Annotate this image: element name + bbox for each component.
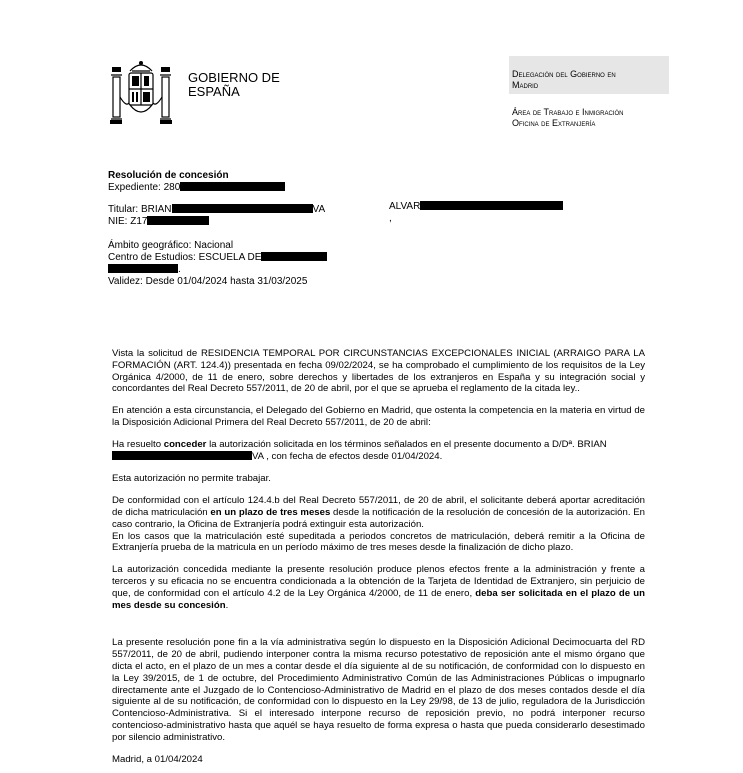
centro-tail: . (178, 264, 181, 275)
paragraph-resolution (112, 439, 645, 463)
redaction (172, 204, 313, 213)
titular-line (108, 204, 368, 216)
delegation-line2: Madrid (512, 80, 539, 90)
ambito-line: Ámbito geográfico: Nacional (108, 240, 234, 251)
enrollment-deadline: en un plazo de tres meses (210, 506, 331, 518)
gov-name (188, 71, 280, 99)
area-line1: Área de Trabajo e Inmigración (512, 107, 624, 117)
gov-name-line1: GOBIERNO DE (188, 70, 280, 85)
redaction (112, 451, 252, 460)
nie-line (108, 216, 368, 228)
expediente-line (108, 182, 368, 194)
resolution-meta (108, 170, 368, 288)
redaction (108, 264, 178, 273)
titular-suffix: VA (312, 204, 326, 215)
resolution-text-c: la autorización solicitada en los términos señalados en el presente documento a D/Dª. BRIAN (206, 438, 607, 450)
effects-text-c: . (225, 599, 229, 611)
date-line: Madrid, a 01/04/2024 (112, 753, 203, 765)
coat-of-arms-icon (108, 57, 174, 127)
centro-label: Centro de Estudios: ESCUELA DE (108, 252, 262, 263)
resolution-verb: conceder (163, 438, 207, 450)
centro-line2 (108, 264, 368, 276)
enrollment-text-c: desde la notificación de la resolución de concesión de la autorización. En caso contrario, la Oficina de Extranjería podrá extinguir esta autorización. (112, 506, 645, 530)
area-office (512, 107, 624, 129)
effects-text-a: La autorización concedida mediante la presente resolución produce plenos efectos frente a la administración y frente a terceros y su eficacia no se encuentra condicionada a la obtención de la Tarjeta de Identidad de Extranjero, sin perjuicio de que, de conformidad con el artículo 4.2 de la Ley Orgánica 4/2000, de 11 de enero, (112, 564, 645, 599)
paragraph-enrollment (112, 495, 645, 554)
address-block (389, 201, 563, 225)
validez-line: Validez: Desde 01/04/2024 hasta 31/03/2025 (108, 276, 308, 287)
gov-name-line2: ESPAÑA (188, 84, 240, 99)
effects-deadline: deba ser solicitada en el plazo de un mes desde su concesión (112, 587, 645, 611)
titular-prefix: Titular: BRIAN (108, 204, 172, 215)
paragraph-no-work: Esta autorización no permite trabajar. (112, 473, 271, 485)
redaction (180, 182, 285, 191)
enrollment-text-d: En los casos que la matriculación esté supeditada a periodos concretos de matriculación, deberá remitir a la Oficina de Extranjería prueba de la matricula en un período máximo de tres meses desde la finalización de dicho plazo. (112, 530, 645, 554)
expediente-label: Expediente: 280 (108, 182, 181, 193)
paragraph-competence: En atención a esta circunstancia, el Delegado del Gobierno en Madrid, que ostenta la competencia en la materia en virtud de la Disposición Adicional Primera del Real Decreto 557/2011, de 20 de abril: (112, 405, 645, 428)
address-name-line (389, 201, 563, 213)
redaction (147, 216, 209, 225)
paragraph-effects (112, 564, 645, 611)
redaction (261, 252, 327, 261)
enrollment-text-a: De conformidad con el artículo 124.4.b del Real Decreto 557/2011, de 20 de abril, el solicitante deberá aportar acreditación de dicha matriculación (112, 495, 645, 518)
redaction (420, 201, 563, 210)
resolution-text-a: Ha resuelto (112, 438, 164, 450)
resolution-body (112, 348, 645, 765)
centro-line (108, 252, 368, 264)
nie-label: NIE: Z17 (108, 216, 148, 227)
delegation-line1: Delegación del Gobierno en (512, 69, 616, 79)
paragraph-appeal: La presente resolución pone fin a la vía administrativa según lo dispuesto en la Disposición Adicional Decimocuarta del RD 557/2011, de 20 de abril, pudiendo interponer contra la misma recurso potestativo de reposición ante el mismo órgano que dicta el acto, en el plazo de un mes a contar desde el día siguiente al de su notificación, de conformidad con lo dispuesto en la Ley 39/2015, de 1 de octubre, del Procedimiento Administrativo Común de las Administraciones Públicas o impugnarlo directamente ante el Juzgado de lo Contencioso-Administrativo de Madrid en el plazo de dos meses contados desde el día siguiente al de su notificación, de conformidad con lo dispuesto en la Ley 29/98, de 13 de julio, reguladora de la Jurisdicción Contencioso-Administrativa. Si el interesado interpone recurso de reposición previo, no podrá interponer recurso contencioso-administrativo hasta que aquél se haya resuelto de forma expresa o hasta que pueda considerarlo desestimado por silencio administrativo. (112, 637, 645, 743)
address-name: ALVAR (389, 201, 421, 212)
paragraph-request: Vista la solicitud de RESIDENCIA TEMPORAL POR CIRCUNSTANCIAS EXCEPCIONALES INICIAL (ARRAIGO PARA LA FORMACIÓN (ART. 124.4)) presentada en fecha 09/02/2024, se ha comprobado el cumplimiento de los requisitos de la Ley Orgánica 4/2000, de 11 de enero, sobre derechos y libertades de los extranjeros en España y su integración social y concordantes del Real Decreto 557/2011, de 20 de abril, por el que se aprueba el reglamento de la citada ley.. (112, 348, 645, 395)
delegation-box (509, 56, 669, 94)
resolution-text-d: VA , con fecha de efectos desde 01/04/2024. (252, 450, 443, 462)
resolution-title: Resolución de concesión (108, 170, 229, 181)
address-line2: , (389, 213, 392, 224)
area-line2: Oficina de Extranjería (512, 118, 596, 128)
